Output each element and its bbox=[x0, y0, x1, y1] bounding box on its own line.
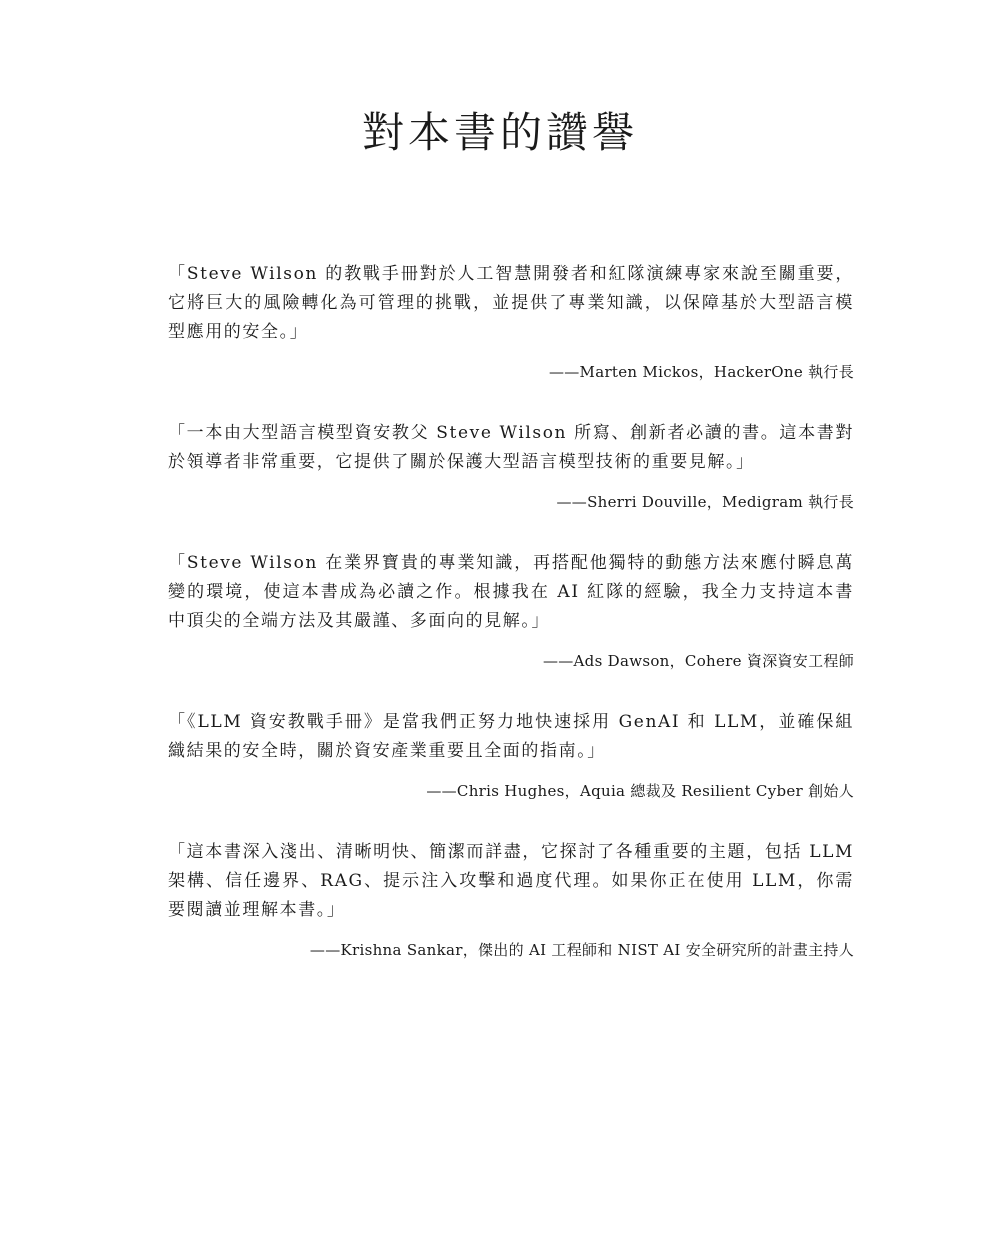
quote-text: 「一本由大型語言模型資安教父 Steve Wilson 所寫、創新者必讀的書。這本書對於領導者非常重要，它提供了關於保護大型語言模型技術的重要見解。」 bbox=[168, 423, 854, 472]
quote-attribution: ——Ads Dawson，Cohere 資深資安工程師 bbox=[542, 652, 854, 670]
page-title: 對本書的讚譽 bbox=[361, 108, 638, 157]
praise-quote-2 bbox=[168, 419, 854, 513]
quote-text: 「Steve Wilson 在業界寶貴的專業知識，再搭配他獨特的動態方法來應付瞬息萬變的環境，使這本書成為必讀之作。根據我在 AI 紅隊的經驗，我全力支持這本書中頂尖的全端方法及其嚴謹、多面向的見解。」 bbox=[168, 553, 854, 631]
quote-attribution: ——Chris Hughes，Aquia 總裁及 Resilient Cyber 創始人 bbox=[426, 782, 854, 800]
praise-quote-1 bbox=[168, 260, 854, 383]
praise-quote-3 bbox=[168, 549, 854, 672]
praise-quote-5 bbox=[168, 838, 854, 961]
quote-attribution: ——Krishna Sankar，傑出的 AI 工程師和 NIST AI 安全研究所的計畫主持人 bbox=[309, 941, 854, 959]
quote-attribution: ——Sherri Douville，Medigram 執行長 bbox=[556, 493, 854, 511]
quote-text: 「Steve Wilson 的教戰手冊對於人工智慧開發者和紅隊演練專家來說至關重要，它將巨大的風險轉化為可管理的挑戰，並提供了專業知識，以保障基於大型語言模型應用的安全。」 bbox=[168, 264, 854, 342]
praise-list bbox=[168, 260, 854, 997]
quote-text: 「這本書深入淺出、清晰明快、簡潔而詳盡，它探討了各種重要的主題，包括 LLM 架構、信任邊界、RAG、提示注入攻擊和過度代理。如果你正在使用 LLM，你需要閱讀並理解本書。」 bbox=[168, 842, 854, 920]
quote-text: 「《LLM 資安教戰手冊》是當我們正努力地快速採用 GenAI 和 LLM，並確保組織結果的安全時，關於資安產業重要且全面的指南。」 bbox=[168, 712, 854, 761]
quote-attribution: ——Marten Mickos，HackerOne 執行長 bbox=[548, 363, 854, 381]
praise-quote-4 bbox=[168, 708, 854, 802]
